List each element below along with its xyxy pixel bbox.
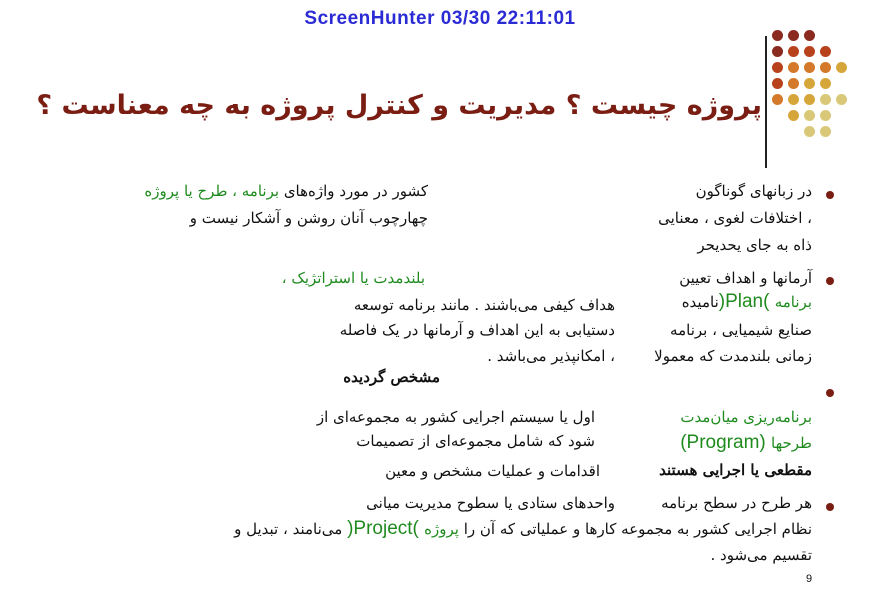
bullet-4-term-project: )Project( — [347, 518, 425, 539]
decorative-dot — [788, 30, 799, 41]
decorative-dot — [820, 94, 831, 105]
decorative-dot — [788, 94, 799, 105]
bullet-2-marker — [826, 277, 834, 285]
decorative-dot — [820, 110, 831, 121]
decorative-dot — [788, 78, 799, 89]
bullet-3-right-line-1: برنامه‌ریزی میان‌مدت — [680, 408, 812, 426]
screenhunter-timestamp-banner: ScreenHunter 03/30 22:11:01 — [270, 4, 610, 34]
decorative-dot — [836, 94, 847, 105]
bullet-4-line-1a: هر طرح در سطح برنامه — [661, 494, 812, 512]
decorative-dot — [772, 94, 783, 105]
bullet-4-line-1b: واحدهای ستادی یا سطوح مدیریت میانی — [366, 494, 615, 512]
bullet-2-term-plan: )Plan( — [718, 291, 775, 312]
bullet-1-right-line-3: ذاه به جای یحدیحر — [697, 236, 812, 254]
bullet-2-right-line-2 — [682, 291, 812, 313]
bullet-2-right-line-1: آرمانها و اهداف تعیین — [679, 269, 812, 287]
bullet-2-right-line-4: زمانی بلندمدت که معمولا — [654, 347, 812, 365]
bullet-3-term-tarh: طرحها — [771, 434, 812, 452]
decorative-dot — [804, 94, 815, 105]
decorative-dot — [804, 62, 815, 73]
bullet-1-right-line-1: در زبانهای گوناگون — [695, 182, 812, 200]
bullet-1-right-line-2: ، اختلافات لغوی ، معنایی — [658, 209, 812, 227]
decorative-dot — [772, 30, 783, 41]
decorative-dot — [788, 62, 799, 73]
decorative-dot — [820, 126, 831, 137]
decorative-dot — [804, 46, 815, 57]
decorative-dot — [772, 62, 783, 73]
decorative-dot — [788, 46, 799, 57]
bullet-3-right-line-2 — [680, 432, 812, 454]
bullet-4-term-project-fa: پروژه — [424, 520, 459, 538]
decorative-dot — [788, 110, 799, 121]
decorative-dot — [804, 78, 815, 89]
bullet-4-marker — [826, 503, 834, 511]
bullet-2-right-line-3: صنایع شیمیایی ، برنامه — [670, 321, 812, 339]
bullet-1-left-line-2: چهارچوب آنان روشن و آشکار نیست و — [189, 209, 428, 227]
bullet-2-term-barname: برنامه — [774, 293, 812, 311]
decorative-dot — [804, 30, 815, 41]
bullet-3-left-line-3: اقدامات و عملیات مشخص و معین — [385, 462, 600, 480]
bullet-3-marker — [826, 389, 834, 397]
bullet-2-left-line-4: ، امکانپذیر می‌باشد . — [487, 347, 615, 365]
bullet-4-line-2-tail: می‌نامند ، تبدیل و — [234, 520, 348, 538]
bullet-2-named-text: نامیده — [681, 293, 719, 311]
decorative-dot — [820, 46, 831, 57]
bullet-3-term-program: (Program) — [680, 432, 772, 453]
bullet-1-left-line-1 — [144, 182, 428, 200]
bullet-4-line-3: تقسیم می‌شود . — [710, 546, 812, 564]
page-number: 9 — [806, 573, 813, 585]
bullet-3-left-line-0: مشخص گردیده — [343, 368, 440, 386]
decorative-dot — [772, 78, 783, 89]
decorative-dot-grid — [772, 30, 862, 150]
decorative-dot — [804, 110, 815, 121]
decorative-dot — [772, 46, 783, 57]
bullet-2-left-line-2: هداف کیفی می‌باشند . مانند برنامه توسعه — [353, 296, 615, 314]
bullet-2-left-line-1: بلندمدت یا استراتژیک ، — [281, 269, 425, 287]
decorative-dot — [820, 62, 831, 73]
bullet-4-line-2-text: نظام اجرایی کشور به مجموعه کارها و عملیاتی که آن را — [458, 520, 812, 538]
bullet-4-line-2 — [234, 518, 812, 540]
bullet-3-left-clipped-bottom — [240, 459, 600, 480]
bullet-3-left-clipped-top — [280, 368, 440, 391]
decorative-dot — [804, 126, 815, 137]
bullet-1-marker — [826, 191, 834, 199]
bullet-1-key-terms: برنامه ، طرح یا پروژه — [144, 182, 280, 200]
slide-title: پروژه چیست ؟ مدیریت و کنترل پروژه به چه معناست ؟ — [36, 90, 762, 121]
bullet-2-left-line-3: دستیابی به این اهداف و آرمانها در یک فاصله — [339, 321, 615, 339]
bullet-3-left-line-2: شود که شامل مجموعه‌ای از تصمیمات — [356, 432, 595, 450]
title-divider-line — [765, 36, 767, 168]
bullet-3-right-line-3: مقطعی یا اجرایی هستند — [659, 461, 812, 479]
decorative-dot — [836, 62, 847, 73]
bullet-3-left-line-1: اول یا سیستم اجرایی کشور به مجموعه‌ای از — [316, 408, 595, 426]
decorative-dot — [820, 78, 831, 89]
bullet-1-left-text: کشور در مورد واژه‌های — [279, 182, 428, 200]
